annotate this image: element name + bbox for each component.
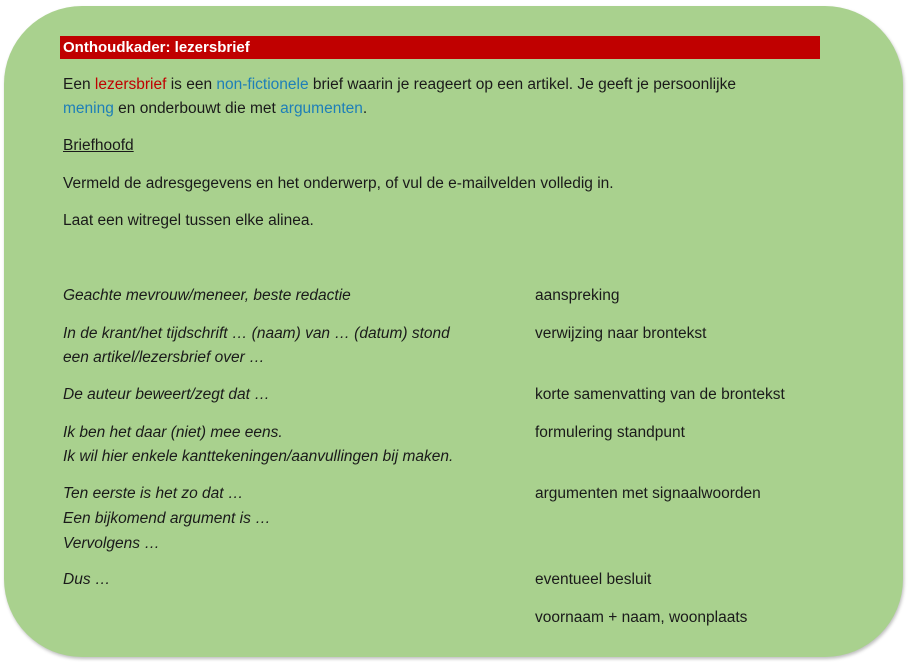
- term-mening: mening: [63, 100, 114, 117]
- intro-line-2: [63, 97, 367, 121]
- intro-text: Een: [63, 76, 95, 93]
- intro-text: brief waarin je reageert op een artikel. Je geeft je persoonlijke: [308, 76, 736, 93]
- phrase: Ik wil hier enkele kanttekeningen/aanvullingen bij maken.: [63, 448, 454, 465]
- phrase: Ik ben het daar (niet) mee eens.: [63, 424, 283, 441]
- box-title: Onthoudkader: lezersbrief: [60, 36, 820, 59]
- term-lezersbrief: lezersbrief: [94, 76, 167, 93]
- intro-text: en onderbouwt die met: [113, 100, 281, 117]
- phrase: Ten eerste is het zo dat …: [63, 485, 244, 502]
- row-label: verwijzing naar brontekst: [535, 325, 707, 342]
- intro-text: is een: [166, 76, 217, 93]
- row-label: argumenten met signaalwoorden: [535, 485, 761, 502]
- row-label: korte samenvatting van de brontekst: [535, 386, 785, 403]
- row-label: voornaam + naam, woonplaats: [535, 609, 748, 626]
- row-label: formulering standpunt: [535, 424, 685, 441]
- intro-text: .: [362, 100, 368, 117]
- phrase: De auteur beweert/zegt dat …: [63, 386, 270, 403]
- term-argumenten: argumenten: [280, 100, 363, 117]
- phrase: Vervolgens …: [63, 535, 160, 552]
- row-label: aanspreking: [535, 287, 620, 304]
- instruction: Vermeld de adresgegevens en het onderwerp, of vul de e-mailvelden volledig in.: [63, 175, 614, 192]
- phrase: een artikel/lezersbrief over …: [63, 349, 265, 366]
- phrase: Een bijkomend argument is …: [63, 510, 271, 527]
- instruction: Laat een witregel tussen elke alinea.: [63, 212, 314, 229]
- section-heading: Briefhoofd: [63, 137, 134, 154]
- intro-line-1: [63, 73, 736, 97]
- phrase: Geachte mevrouw/meneer, beste redactie: [63, 287, 351, 304]
- phrase: Dus …: [63, 571, 111, 588]
- row-label: eventueel besluit: [535, 571, 652, 588]
- phrase: In de krant/het tijdschrift … (naam) van … (datum) stond: [63, 325, 450, 342]
- term-non-fictioneel: non-fictionele: [216, 76, 309, 93]
